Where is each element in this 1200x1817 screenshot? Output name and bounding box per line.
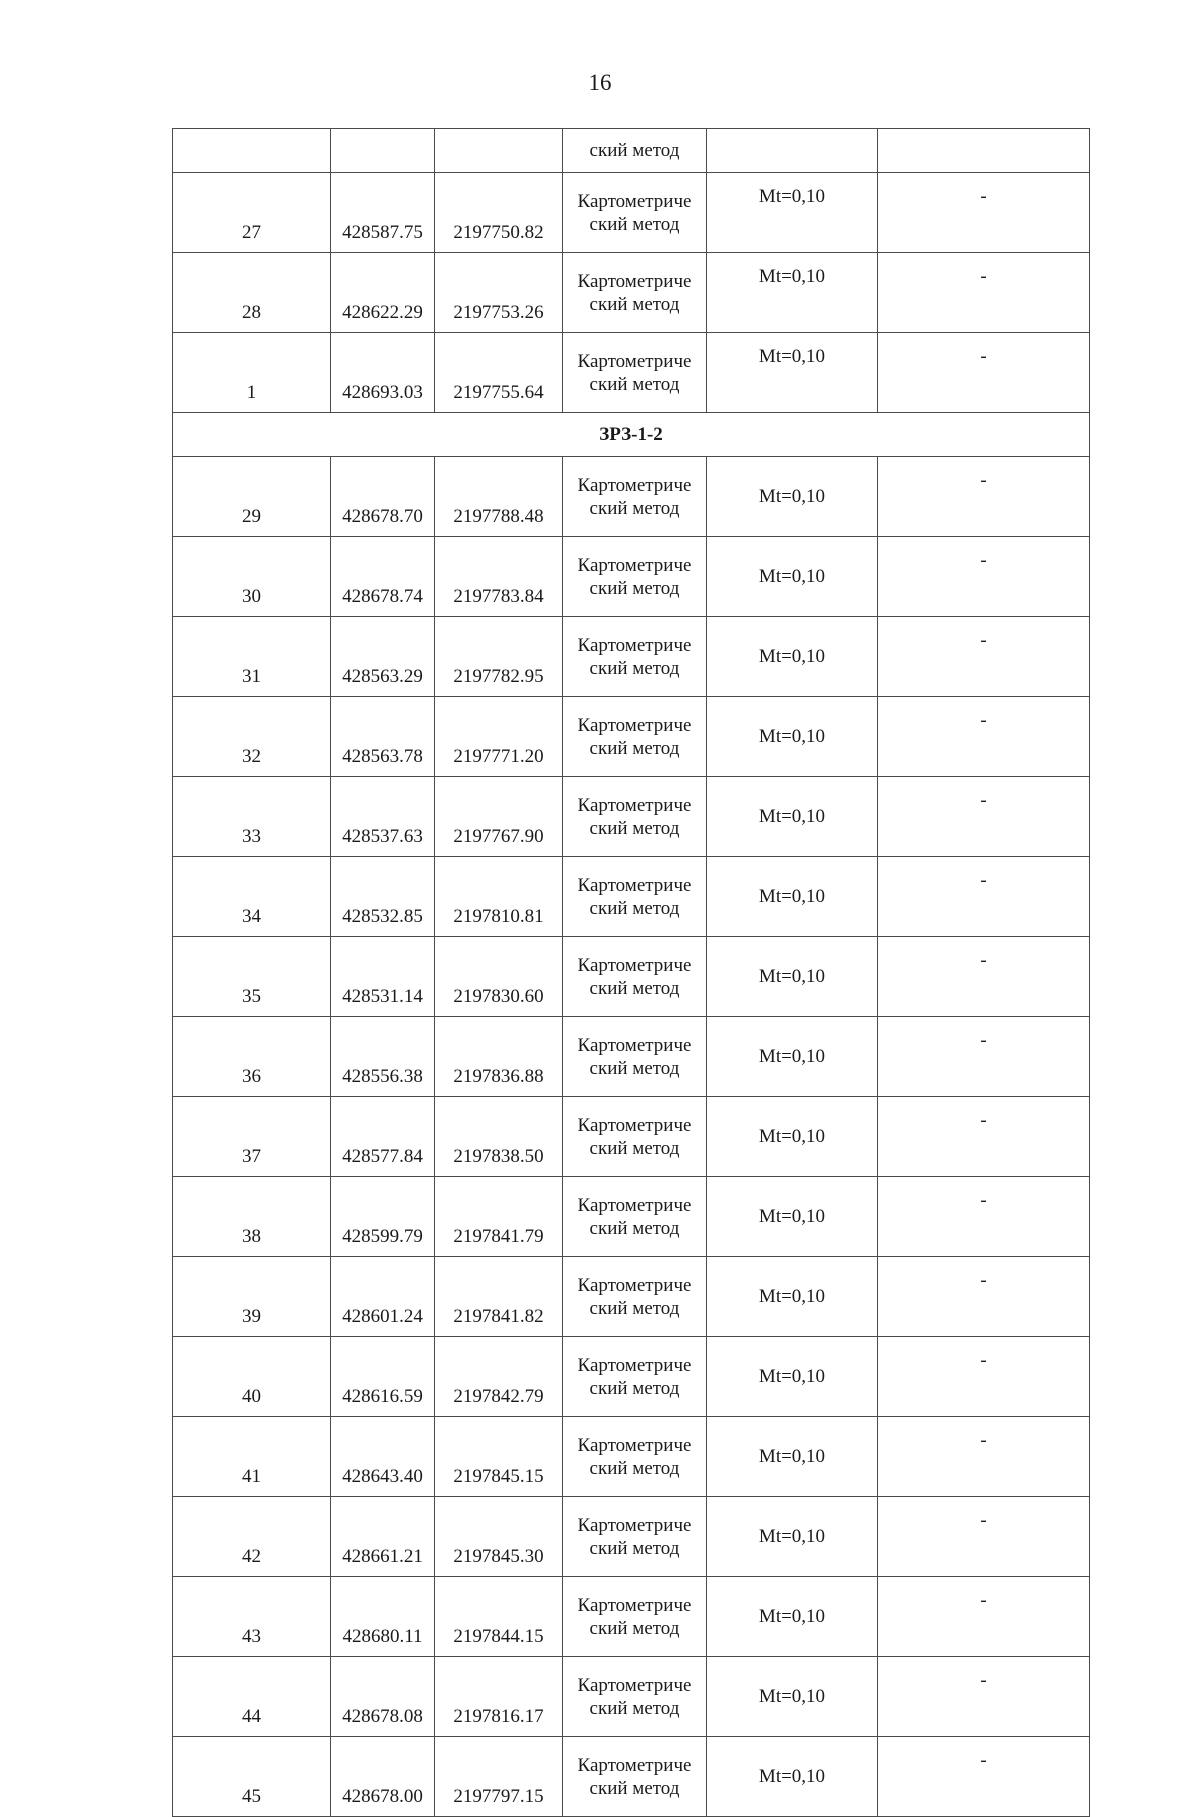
cell-accuracy: Mt=0,10: [707, 1097, 878, 1177]
cell-x-coordinate: 428556.38: [331, 1017, 435, 1097]
method-line-2: ский метод: [589, 1137, 680, 1159]
cell-method: [563, 253, 707, 333]
cell-point-number: 1: [173, 333, 331, 413]
cell-y-coordinate: 2197767.90: [435, 777, 563, 857]
cell-accuracy: Mt=0,10: [707, 857, 878, 937]
method-line-2: ский метод: [589, 1217, 680, 1239]
cell-accuracy: Mt=0,10: [707, 1177, 878, 1257]
cell-note: -: [878, 1497, 1090, 1577]
cell-y-coordinate: 2197830.60: [435, 937, 563, 1017]
cell-point-number: 39: [173, 1257, 331, 1337]
cell-note: -: [878, 617, 1090, 697]
method-line-2: ский метод: [589, 817, 680, 839]
cell-note: -: [878, 1337, 1090, 1417]
cell-method: [563, 1737, 707, 1817]
page-number: 16: [588, 70, 612, 95]
table-row: [173, 253, 1090, 333]
method-line-2: ский метод: [589, 737, 680, 759]
cell-x-coordinate: 428537.63: [331, 777, 435, 857]
cell-point-number: 40: [173, 1337, 331, 1417]
cell-note: -: [878, 1097, 1090, 1177]
cell-y-coordinate: 2197845.30: [435, 1497, 563, 1577]
cell-point-number: 29: [173, 457, 331, 537]
table-row: [173, 1337, 1090, 1417]
table-row: [173, 937, 1090, 1017]
cell-accuracy: Mt=0,10: [707, 1017, 878, 1097]
cell-point-number: 41: [173, 1417, 331, 1497]
cell-note: -: [878, 1657, 1090, 1737]
cell-note: -: [878, 1257, 1090, 1337]
cell-method: [563, 1337, 707, 1417]
cell-note: -: [878, 697, 1090, 777]
cell-y-coordinate: 2197783.84: [435, 537, 563, 617]
cell-note: -: [878, 777, 1090, 857]
cell-method: [563, 537, 707, 617]
method-line-1: Картометриче: [577, 954, 692, 976]
method-line-2: ский метод: [589, 1537, 680, 1559]
cell-note: -: [878, 457, 1090, 537]
cell-point-number: 30: [173, 537, 331, 617]
cell-method: [563, 617, 707, 697]
cell-accuracy: Mt=0,10: [707, 333, 878, 413]
cell-point-number: 35: [173, 937, 331, 1017]
cell-x-coordinate: 428678.74: [331, 537, 435, 617]
cell-x-coordinate: 428577.84: [331, 1097, 435, 1177]
cell-empty: [331, 129, 435, 173]
cell-accuracy: Mt=0,10: [707, 777, 878, 857]
method-line-2: ский метод: [589, 1617, 680, 1639]
method-line-1: Картометриче: [577, 1194, 692, 1216]
cell-method: [563, 1257, 707, 1337]
table-row: [173, 173, 1090, 253]
cell-y-coordinate: 2197755.64: [435, 333, 563, 413]
cell-point-number: 37: [173, 1097, 331, 1177]
cell-note: -: [878, 253, 1090, 333]
cell-x-coordinate: 428693.03: [331, 333, 435, 413]
cell-accuracy: Mt=0,10: [707, 1737, 878, 1817]
cell-method: [563, 937, 707, 1017]
method-line-1: Картометриче: [577, 1514, 692, 1536]
cell-y-coordinate: 2197797.15: [435, 1737, 563, 1817]
method-line-2: ский метод: [589, 373, 680, 395]
cell-y-coordinate: 2197810.81: [435, 857, 563, 937]
cell-y-coordinate: 2197841.79: [435, 1177, 563, 1257]
cell-x-coordinate: 428643.40: [331, 1417, 435, 1497]
method-line-1: Картометриче: [577, 474, 692, 496]
method-line-2: ский метод: [589, 577, 680, 599]
cell-accuracy: Mt=0,10: [707, 937, 878, 1017]
cell-accuracy: Mt=0,10: [707, 1337, 878, 1417]
table-row: [173, 1177, 1090, 1257]
cell-empty: [435, 129, 563, 173]
table-row: [173, 333, 1090, 413]
cell-note: -: [878, 1017, 1090, 1097]
cell-point-number: 45: [173, 1737, 331, 1817]
method-line-1: Картометриче: [577, 1114, 692, 1136]
cell-note: -: [878, 333, 1090, 413]
method-line-2: ский метод: [589, 657, 680, 679]
table-row: [173, 1097, 1090, 1177]
method-line-1: Картометриче: [577, 1754, 692, 1776]
cell-x-coordinate: 428531.14: [331, 937, 435, 1017]
table-row: [173, 1737, 1090, 1817]
method-line-1: Картометриче: [577, 1434, 692, 1456]
cell-y-coordinate: 2197771.20: [435, 697, 563, 777]
table-row: [173, 617, 1090, 697]
cell-point-number: 36: [173, 1017, 331, 1097]
cell-method: [563, 457, 707, 537]
cell-note: -: [878, 537, 1090, 617]
cell-point-number: 27: [173, 173, 331, 253]
cell-accuracy: Mt=0,10: [707, 1657, 878, 1737]
method-line-1: Картометриче: [577, 714, 692, 736]
cell-note: -: [878, 173, 1090, 253]
method-line-2: ский метод: [589, 293, 680, 315]
cell-y-coordinate: 2197842.79: [435, 1337, 563, 1417]
cell-y-coordinate: 2197845.15: [435, 1417, 563, 1497]
cell-empty: [173, 129, 331, 173]
table-row: [173, 1497, 1090, 1577]
cell-method: [563, 697, 707, 777]
cell-y-coordinate: 2197816.17: [435, 1657, 563, 1737]
cell-accuracy: Mt=0,10: [707, 697, 878, 777]
cell-x-coordinate: 428622.29: [331, 253, 435, 333]
method-line-2: ский метод: [589, 1377, 680, 1399]
method-line-1: Картометриче: [577, 1594, 692, 1616]
method-line-2: ский метод: [589, 1457, 680, 1479]
cell-method: [563, 1417, 707, 1497]
section-title: ЗРЗ-1-2: [173, 413, 1090, 457]
cell-point-number: 38: [173, 1177, 331, 1257]
cell-empty: [707, 129, 878, 173]
cell-x-coordinate: 428587.75: [331, 173, 435, 253]
method-line-1: Картометриче: [577, 1674, 692, 1696]
cell-point-number: 34: [173, 857, 331, 937]
cell-point-number: 42: [173, 1497, 331, 1577]
cell-x-coordinate: 428601.24: [331, 1257, 435, 1337]
method-line-1: Картометриче: [577, 1034, 692, 1056]
cell-note: -: [878, 1417, 1090, 1497]
method-line-1: Картометриче: [577, 1274, 692, 1296]
table-row: [173, 537, 1090, 617]
cell-accuracy: Mt=0,10: [707, 1417, 878, 1497]
cell-note: -: [878, 1577, 1090, 1657]
cell-note: -: [878, 857, 1090, 937]
cell-accuracy: Mt=0,10: [707, 617, 878, 697]
method-line-2: ский метод: [589, 213, 680, 235]
table-row: [173, 457, 1090, 537]
table-row: [173, 697, 1090, 777]
method-line-1: Картометриче: [577, 554, 692, 576]
cell-accuracy: Mt=0,10: [707, 537, 878, 617]
cell-y-coordinate: 2197844.15: [435, 1577, 563, 1657]
cell-point-number: 43: [173, 1577, 331, 1657]
cell-x-coordinate: 428678.08: [331, 1657, 435, 1737]
cell-method: [563, 1497, 707, 1577]
cell-empty: [878, 129, 1090, 173]
cell-accuracy: Mt=0,10: [707, 173, 878, 253]
cell-y-coordinate: 2197753.26: [435, 253, 563, 333]
method-line-2: ский метод: [589, 897, 680, 919]
method-line-1: Картометриче: [577, 190, 692, 212]
cell-x-coordinate: 428563.78: [331, 697, 435, 777]
cell-method: [563, 173, 707, 253]
method-line-1: Картометриче: [577, 350, 692, 372]
cell-y-coordinate: 2197788.48: [435, 457, 563, 537]
table-row-continued: [173, 129, 1090, 173]
cell-accuracy: Mt=0,10: [707, 1257, 878, 1337]
cell-x-coordinate: 428678.70: [331, 457, 435, 537]
cell-note: -: [878, 1177, 1090, 1257]
coordinates-table: [172, 128, 1090, 1817]
cell-point-number: 44: [173, 1657, 331, 1737]
cell-accuracy: Mt=0,10: [707, 1577, 878, 1657]
cell-point-number: 31: [173, 617, 331, 697]
cell-x-coordinate: 428678.00: [331, 1737, 435, 1817]
cell-method: [563, 1097, 707, 1177]
cell-method: [563, 777, 707, 857]
cell-x-coordinate: 428532.85: [331, 857, 435, 937]
method-line-1: Картометриче: [577, 270, 692, 292]
method-line-1: Картометриче: [577, 634, 692, 656]
method-line-2: ский метод: [589, 977, 680, 999]
section-header-row: [173, 413, 1090, 457]
cell-accuracy: Mt=0,10: [707, 457, 878, 537]
cell-y-coordinate: 2197841.82: [435, 1257, 563, 1337]
cell-point-number: 32: [173, 697, 331, 777]
method-line-2: ский метод: [589, 1777, 680, 1799]
method-line-1: Картометриче: [577, 794, 692, 816]
cell-x-coordinate: 428680.11: [331, 1577, 435, 1657]
cell-method: ский метод: [563, 129, 707, 173]
method-line-2: ский метод: [589, 1057, 680, 1079]
table-row: [173, 1417, 1090, 1497]
table-row: [173, 857, 1090, 937]
method-line-2: ский метод: [589, 1297, 680, 1319]
method-line-1: Картометриче: [577, 1354, 692, 1376]
cell-y-coordinate: 2197838.50: [435, 1097, 563, 1177]
method-line-1: Картометриче: [577, 874, 692, 896]
cell-point-number: 28: [173, 253, 331, 333]
cell-x-coordinate: 428616.59: [331, 1337, 435, 1417]
table-row: [173, 1577, 1090, 1657]
cell-y-coordinate: 2197782.95: [435, 617, 563, 697]
cell-y-coordinate: 2197750.82: [435, 173, 563, 253]
cell-method: [563, 1177, 707, 1257]
cell-method: [563, 857, 707, 937]
cell-x-coordinate: 428563.29: [331, 617, 435, 697]
cell-y-coordinate: 2197836.88: [435, 1017, 563, 1097]
cell-x-coordinate: 428661.21: [331, 1497, 435, 1577]
cell-x-coordinate: 428599.79: [331, 1177, 435, 1257]
cell-note: -: [878, 937, 1090, 1017]
coordinates-table-body: [173, 129, 1090, 1817]
cell-note: -: [878, 1737, 1090, 1817]
cell-method: [563, 1577, 707, 1657]
cell-accuracy: Mt=0,10: [707, 253, 878, 333]
table-row: [173, 1257, 1090, 1337]
method-line-2: ский метод: [589, 1697, 680, 1719]
method-line-2: ский метод: [589, 497, 680, 519]
cell-method: [563, 333, 707, 413]
cell-method: [563, 1017, 707, 1097]
table-row: [173, 777, 1090, 857]
cell-point-number: 33: [173, 777, 331, 857]
cell-accuracy: Mt=0,10: [707, 1497, 878, 1577]
table-row: [173, 1017, 1090, 1097]
